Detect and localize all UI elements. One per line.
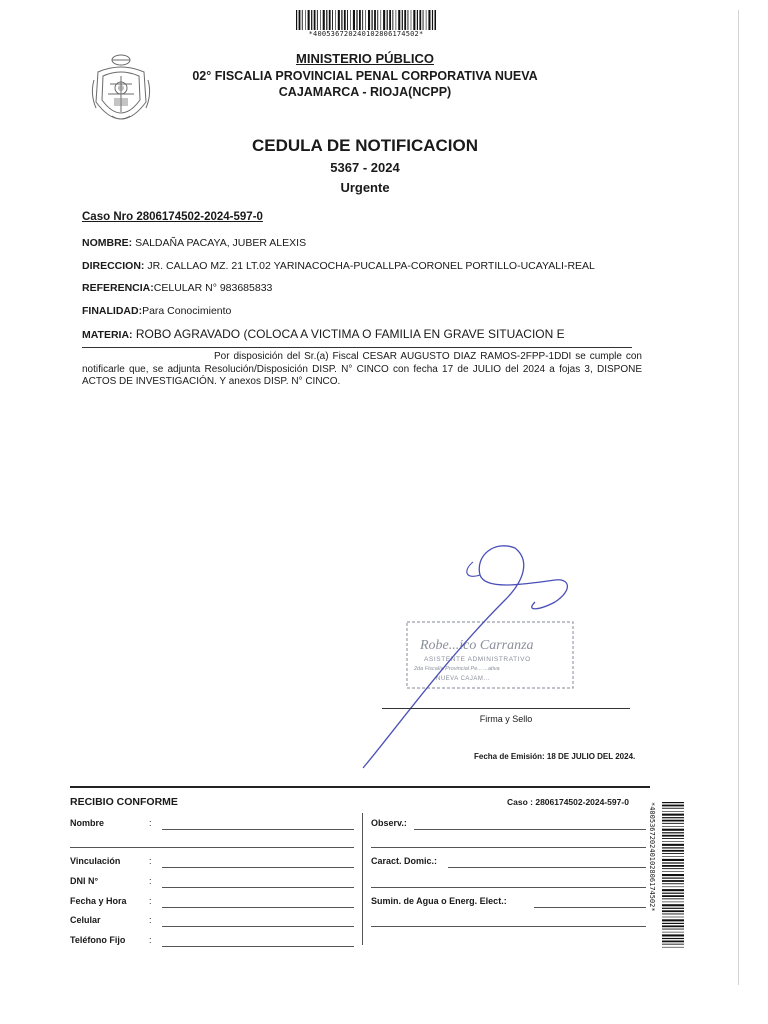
- receipt-label-nombre: Nombre: [70, 818, 105, 828]
- receipt-label-telefono-fijo: Teléfono Fijo: [70, 935, 126, 945]
- receipt-label-fecha-hora: Fecha y Hora: [70, 896, 127, 906]
- nombre-value: SALDAÑA PACAYA, JUBER ALEXIS: [132, 237, 307, 249]
- nombre-line-2[interactable]: [70, 847, 354, 848]
- document-number: 5367 - 2024: [330, 160, 400, 175]
- materia-value: ROBO AGRAVADO (COLOCA A VICTIMA O FAMILIA EN GRAVE SITUACION E: [132, 327, 565, 341]
- stamp-office: 2da Fiscalía Provincial Pe... ...ativa: [414, 666, 500, 672]
- receipt-label-caract-domic: Caract. Domic.:: [371, 856, 438, 866]
- vinculacion-line[interactable]: [162, 867, 354, 868]
- direccion-label: DIRECCION:: [82, 260, 145, 272]
- fiscalia-line-2: CAJAMARCA - RIOJA(NCPP): [278, 85, 452, 99]
- sumin-line[interactable]: [534, 907, 646, 908]
- barcode-number-side: *400536720240102806174502*: [648, 802, 656, 912]
- receipt-label-dni: DNI N°: [70, 876, 99, 886]
- stamp-city: NUEVA CAJAM...: [436, 676, 490, 682]
- receipt-divider: [70, 786, 650, 788]
- colon: :: [149, 896, 152, 906]
- receipt-label-sumin: Sumin. de Agua o Energ. Elect.:: [371, 896, 507, 906]
- firma-line: [382, 708, 630, 709]
- fecha-label: Fecha de Emisión:: [474, 752, 545, 761]
- case-number: Caso Nro 2806174502-2024-597-0: [82, 211, 263, 223]
- direccion-value: JR. CALLAO MZ. 21 LT.02 YARINACOCHA-PUCALLPA-CORONEL PORTILLO-UCAYALI-REAL: [144, 260, 595, 272]
- ministerio-title: MINISTERIO PÚBLICO: [296, 51, 434, 66]
- caract-domic-line[interactable]: [448, 867, 646, 868]
- fecha-emision: [474, 752, 635, 761]
- colon: :: [149, 935, 152, 945]
- page-edge: [738, 10, 739, 985]
- field-nombre: [82, 237, 306, 249]
- dni-line[interactable]: [162, 887, 354, 888]
- receipt-column-separator: [362, 813, 363, 945]
- fecha-value: 18 DE JULIO DEL 2024.: [544, 752, 636, 761]
- receipt-case-number: Caso : 2806174502-2024-597-0: [507, 797, 629, 807]
- colon: :: [149, 915, 152, 925]
- telefono-fijo-line[interactable]: [162, 946, 354, 947]
- document-title: CEDULA DE NOTIFICACION: [251, 136, 479, 155]
- field-materia: [82, 327, 565, 341]
- sumin-line-2[interactable]: [371, 926, 646, 927]
- receipt-title: RECIBIO CONFORME: [70, 796, 178, 808]
- ministerio-emblem-icon: [88, 50, 154, 136]
- field-direccion: [82, 260, 595, 272]
- finalidad-label: FINALIDAD:: [82, 305, 143, 317]
- barcode-top: [296, 10, 436, 30]
- stamp-role: ASISTENTE ADMINISTRATIVO: [424, 656, 531, 663]
- fecha-hora-line[interactable]: [162, 907, 354, 908]
- observ-line-2[interactable]: [371, 847, 646, 848]
- document-priority: Urgente: [340, 180, 390, 195]
- referencia-value: CELULAR N° 983685833: [153, 282, 273, 294]
- colon: :: [149, 818, 152, 828]
- fiscalia-line-1: 02° FISCALIA PROVINCIAL PENAL CORPORATIVA NUEVA: [192, 69, 538, 83]
- celular-line[interactable]: [162, 926, 354, 927]
- caract-domic-line-2[interactable]: [371, 887, 646, 888]
- divider: [82, 347, 632, 348]
- nombre-label: NOMBRE:: [82, 237, 133, 249]
- receipt-label-vinculacion: Vinculación: [70, 856, 121, 866]
- barcode-number-top: *400536720240102806174502*: [308, 30, 424, 38]
- observ-line[interactable]: [414, 829, 646, 830]
- stamp-name: Robe...ico Carranza: [420, 638, 534, 653]
- handwritten-signature: [355, 540, 585, 770]
- receipt-label-celular: Celular: [70, 915, 101, 925]
- firma-label: Firma y Sello: [479, 714, 533, 724]
- referencia-label: REFERENCIA:: [82, 282, 154, 294]
- field-finalidad: [82, 305, 231, 317]
- barcode-side: [662, 802, 684, 948]
- notice-paragraph: Por disposición del Sr.(a) Fiscal CESAR AUGUSTO DIAZ RAMOS-2FPP-1DDI se cumple con notificarle que, se adjunta Resolución/Disposición DISP. N° CINCO con fecha 17 de JULIO del 2024 a fojas 3, DISPONE ACTOS DE INVESTIGACIÓN. Y anexos DISP. N° CINCO.: [82, 351, 642, 387]
- colon: :: [149, 856, 152, 866]
- receipt-label-observ: Observ.:: [371, 818, 407, 828]
- nombre-line[interactable]: [162, 829, 354, 830]
- field-referencia: [82, 282, 272, 294]
- materia-label: MATERIA:: [82, 329, 133, 341]
- colon: :: [149, 876, 152, 886]
- finalidad-value: Para Conocimiento: [142, 305, 232, 317]
